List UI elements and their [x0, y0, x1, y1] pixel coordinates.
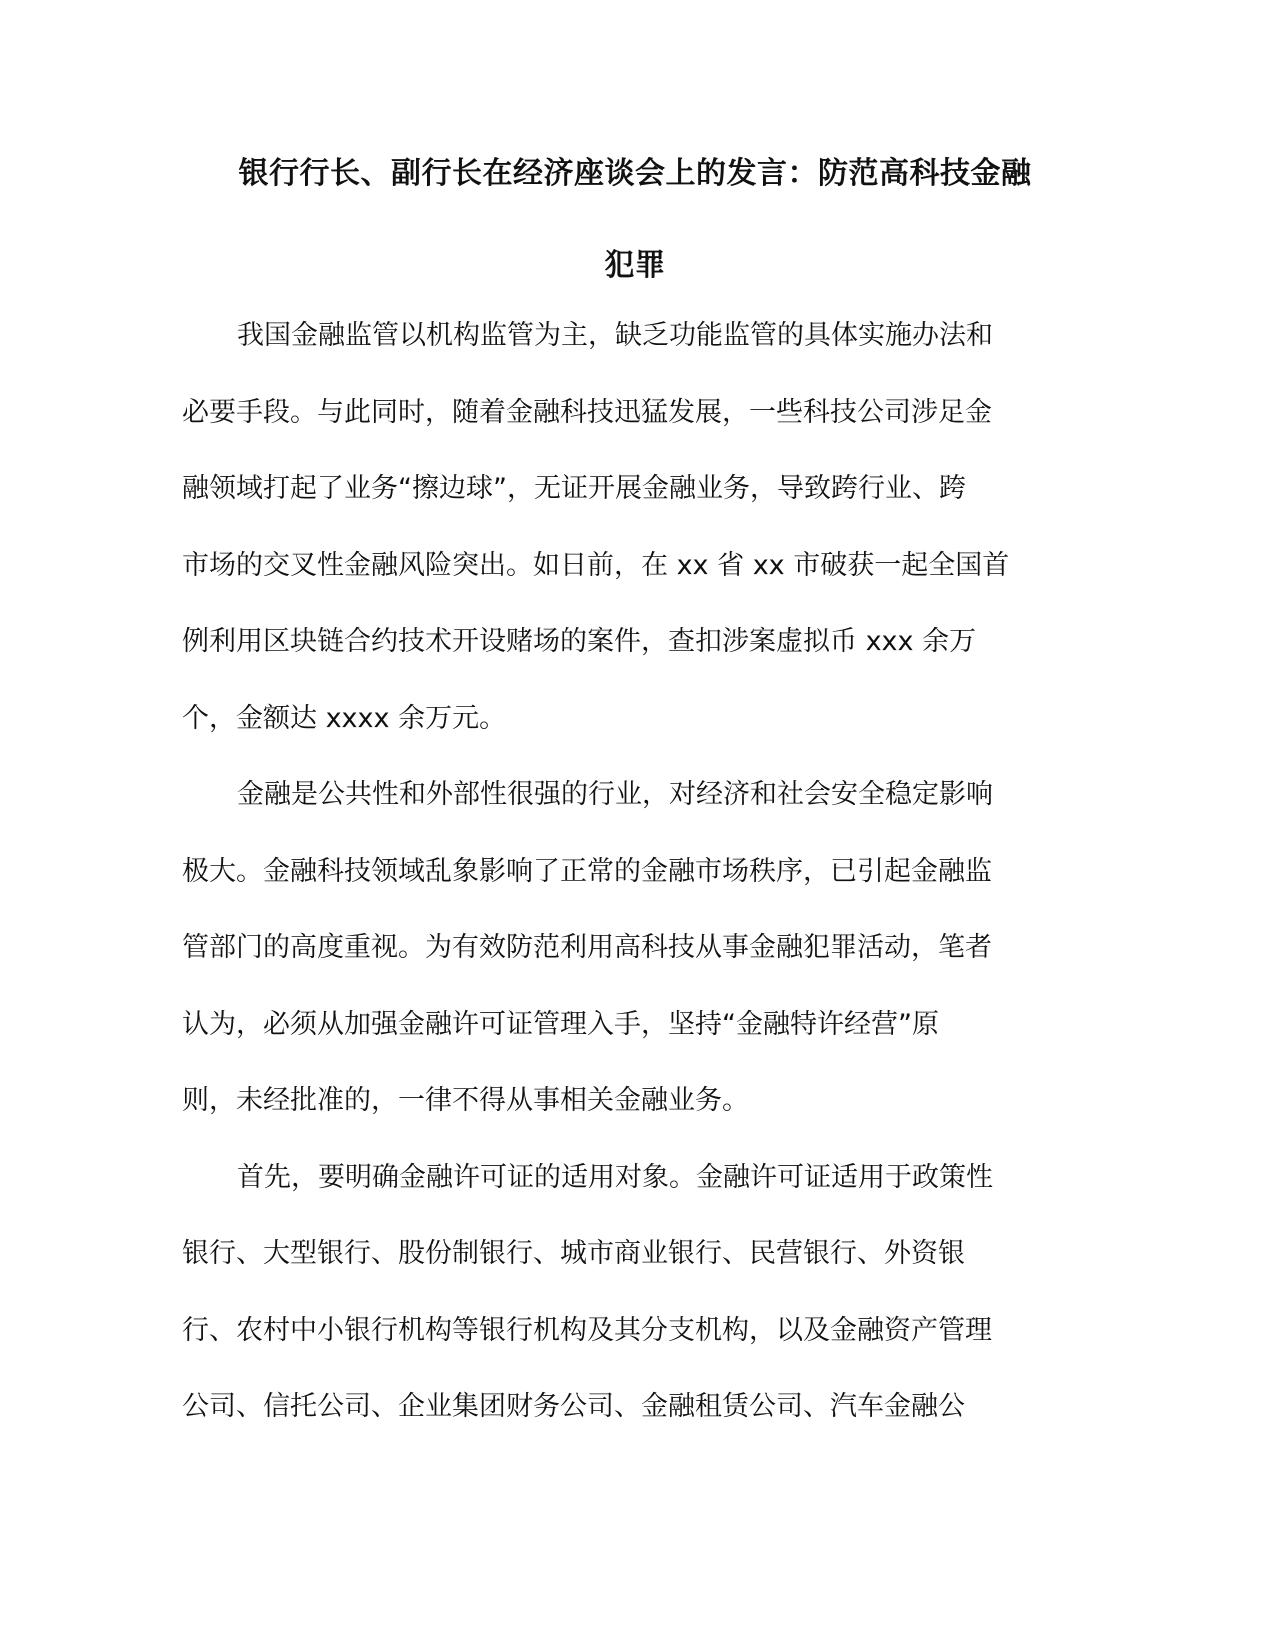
document-title [180, 128, 1090, 312]
paragraph-line: 个，金额达 xxxx 余万元。 [182, 702, 507, 734]
paragraph-line: 融领域打起了业务“擦边球”，无证开展金融业务，导致跨行业、跨 [182, 473, 966, 504]
paragraph-line: 金融是公共性和外部性很强的行业，对经济和社会安全稳定影响 [237, 779, 993, 810]
title-line: 银行行长、副行长在经济座谈会上的发言：防范高科技金融 [238, 156, 1032, 191]
paragraph-line: 市场的交叉性金融风险突出。如日前，在 xx 省 xx 市破获一起全国首 [182, 549, 1010, 581]
paragraph-line: 银行、大型银行、股份制银行、城市商业银行、民营银行、外资银 [182, 1238, 965, 1269]
paragraph-line: 极大。金融科技领域乱象影响了正常的金融市场秩序，已引起金融监 [182, 855, 992, 887]
paragraph-line: 认为，必须从加强金融许可证管理入手，坚持“金融特许经营”原 [182, 1008, 939, 1040]
paragraph-line: 管部门的高度重视。为有效防范利用高科技从事金融犯罪活动，笔者 [182, 932, 992, 963]
paragraph-3 [182, 1140, 1062, 1446]
paragraph-line: 例利用区块链合约技术开设赌场的案件，查扣涉案虚拟币 xxx 余万 [182, 626, 977, 657]
paragraph-line: 行、农村中小银行机构等银行机构及其分支机构，以及金融资产管理 [182, 1314, 992, 1346]
paragraph-line: 公司、信托公司、企业集团财务公司、金融租赁公司、汽车金融公 [182, 1391, 965, 1422]
paragraph-line: 我国金融监管以机构监管为主，缺乏功能监管的具体实施办法和 [237, 320, 993, 351]
paragraph-line: 必要手段。与此同时，随着金融科技迅猛发展，一些科技公司涉足金 [182, 396, 992, 428]
title-line: 犯罪 [604, 248, 666, 283]
document-body [182, 298, 1062, 1446]
paragraph-line: 则，未经批准的，一律不得从事相关金融业务。 [182, 1085, 749, 1116]
paragraph-line: 首先，要明确金融许可证的适用对象。金融许可证适用于政策性 [237, 1161, 993, 1193]
paragraph-2 [182, 757, 1062, 1140]
paragraph-1 [182, 298, 1062, 757]
